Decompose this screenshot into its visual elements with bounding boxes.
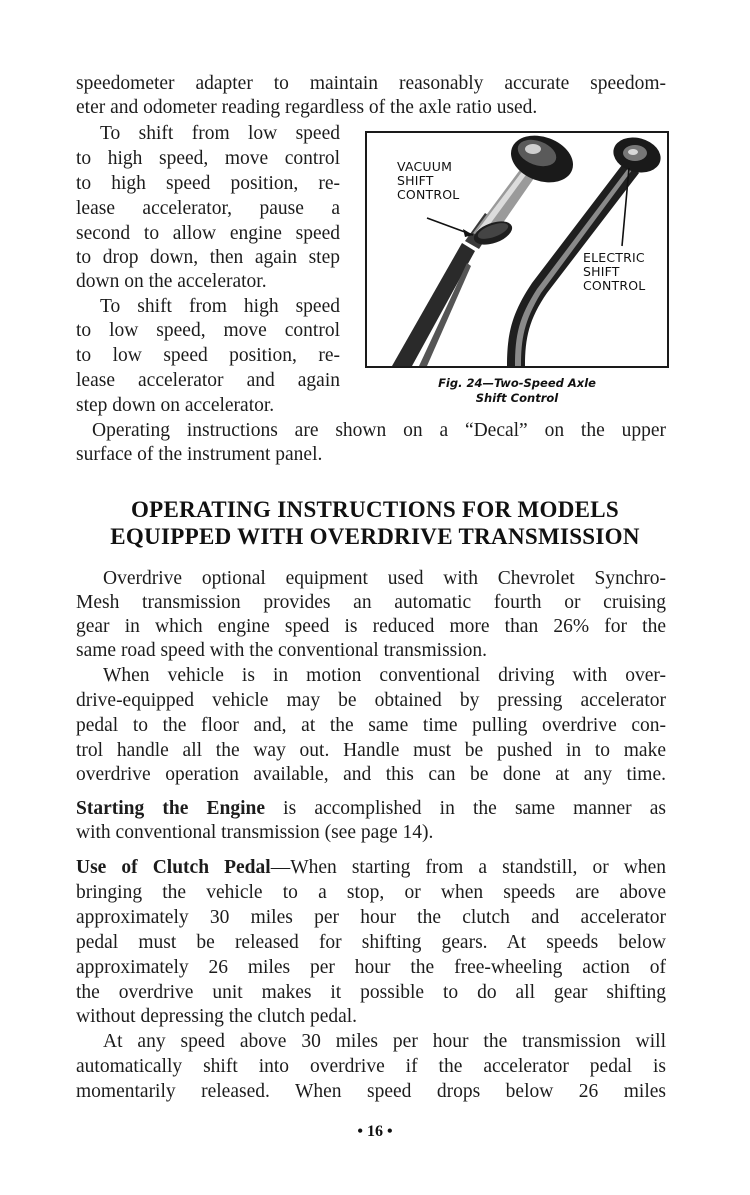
clutch-line-6: the overdrive unit makes it possible to do all gear shifting: [76, 982, 666, 1003]
motion-line-5: overdrive operation available, and this can be done at any time.: [76, 764, 666, 785]
intro-line-1: speedometer adapter to maintain reasonably accurate speedom-: [76, 73, 666, 94]
label-vacuum-line-3: CONTROL: [397, 187, 460, 202]
starting-lead: Starting the Engine: [76, 798, 266, 819]
clutch-lead: Use of Clutch Pedal: [76, 857, 271, 878]
label-electric-line-2: SHIFT: [583, 264, 620, 279]
figure-two-speed-axle-shift-control: [365, 131, 669, 368]
starting-line-1: [76, 797, 666, 821]
any-speed-line-3: momentarily released. When speed drops below 26 miles: [76, 1081, 666, 1102]
clutch-line-4: pedal must be released for shifting gears. At speeds below: [76, 932, 666, 953]
low-high-line-5: second to allow engine speed: [76, 223, 340, 244]
section-heading-line-1: OPERATING INSTRUCTIONS FOR MODELS: [130, 497, 620, 522]
label-vacuum-line-2: SHIFT: [397, 173, 434, 188]
starting-line-2: with conventional transmission (see page 14).: [76, 822, 434, 843]
clutch-line-5: approximately 26 miles per hour the free-wheeling action of: [76, 957, 666, 978]
figure-caption-line-2: Shift Control: [475, 391, 559, 405]
low-high-line-4: lease accelerator, pause a: [76, 198, 340, 219]
low-high-line-2: to high speed, move control: [76, 148, 340, 169]
decal-line-2: surface of the instrument panel.: [76, 444, 323, 465]
clutch-rest: —When starting from a standstill, or when: [270, 857, 666, 878]
low-high-line-7: down on the accelerator.: [76, 271, 267, 292]
label-electric-shift-control: [583, 251, 645, 293]
figure-caption-line-1: Fig. 24—Two-Speed Axle: [438, 376, 596, 390]
high-low-line-4: lease accelerator and again: [76, 370, 340, 391]
low-high-line-1: To shift from low speed: [100, 123, 340, 144]
overdrive-line-4: same road speed with the conventional transmission.: [76, 640, 488, 661]
any-speed-line-1: At any speed above 30 miles per hour the transmission will: [103, 1031, 666, 1052]
motion-line-2: drive-equipped vehicle may be obtained by pressing accelerator: [76, 690, 666, 711]
clutch-line-7: without depressing the clutch pedal.: [76, 1006, 358, 1027]
high-low-line-1: To shift from high speed: [100, 296, 340, 317]
high-low-line-2: to low speed, move control: [76, 320, 340, 341]
label-electric-line-1: ELECTRIC: [583, 250, 645, 265]
overdrive-line-2: Mesh transmission provides an automatic fourth or cruising: [76, 592, 666, 613]
clutch-line-3: approximately 30 miles per hour the clutch and accelerator: [76, 907, 666, 928]
page-number: • 16 •: [357, 1123, 393, 1140]
overdrive-line-1: Overdrive optional equipment used with Chevrolet Synchro-: [103, 568, 666, 589]
low-high-line-3: to high speed position, re-: [76, 173, 340, 194]
motion-line-4: trol handle all the way out. Handle must be pushed in to make: [76, 740, 666, 761]
starting-rest: is accomplished in the same manner as: [265, 798, 666, 819]
label-electric-line-3: CONTROL: [583, 278, 646, 293]
high-low-line-5: step down on accelerator.: [76, 395, 275, 416]
motion-line-3: pedal to the floor and, at the same time pulling overdrive con-: [76, 715, 666, 736]
label-vacuum-shift-control: [397, 160, 459, 202]
overdrive-line-3: gear in which engine speed is reduced more than 26% for the: [76, 616, 666, 637]
low-high-line-6: to drop down, then again step: [76, 247, 340, 268]
intro-line-2: eter and odometer reading regardless of the axle ratio used.: [76, 97, 538, 118]
motion-line-1: When vehicle is in motion conventional driving with over-: [103, 665, 666, 686]
clutch-line-2: bringing the vehicle to a stop, or when speeds are above: [76, 882, 666, 903]
decal-line-1: Operating instructions are shown on a “Decal” on the upper: [92, 420, 666, 441]
clutch-line-1: [76, 856, 666, 880]
section-heading-line-2: EQUIPPED WITH OVERDRIVE TRANSMISSION: [110, 524, 640, 549]
label-vacuum-line-1: VACUUM: [397, 159, 453, 174]
high-low-line-3: to low speed position, re-: [76, 345, 340, 366]
any-speed-line-2: automatically shift into overdrive if the accelerator pedal is: [76, 1056, 666, 1077]
